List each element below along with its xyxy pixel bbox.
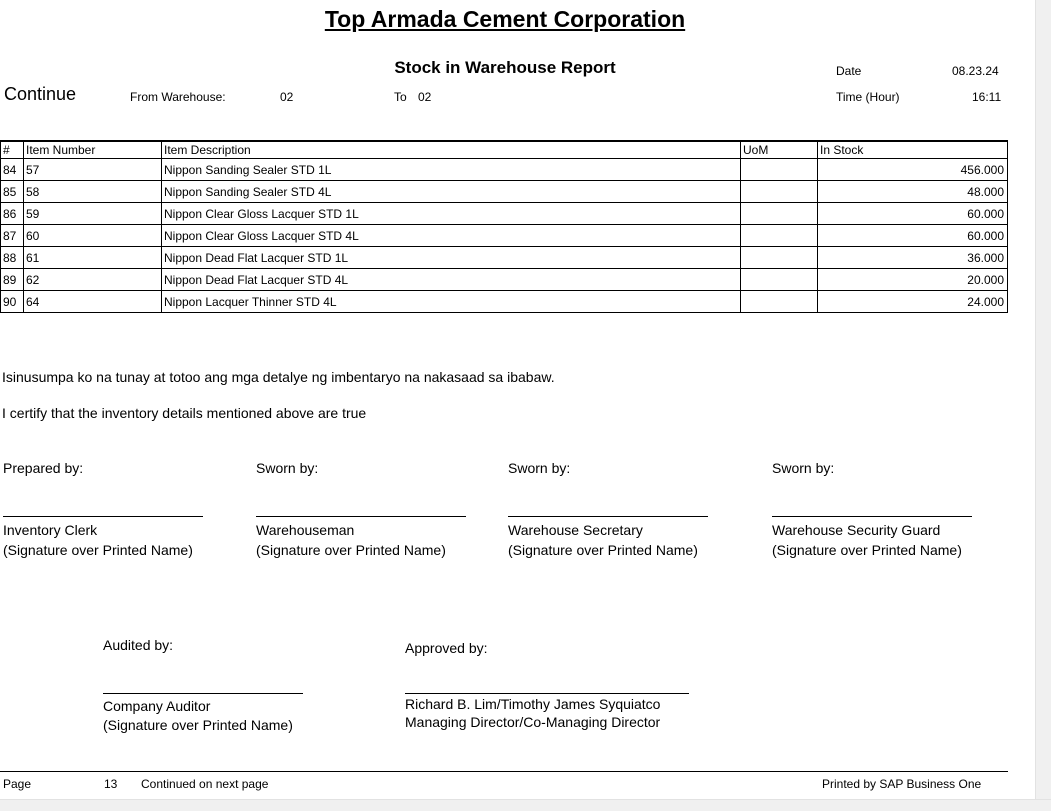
item-uom — [741, 203, 818, 225]
to-warehouse-value: 02 — [418, 90, 432, 104]
in-stock-qty: 36.000 — [818, 247, 1008, 269]
col-header-uom: UoM — [741, 141, 818, 159]
date-value: 08.23.24 — [952, 64, 999, 78]
certification-english: I certify that the inventory details mentioned above are true — [2, 405, 367, 421]
page-number: 13 — [104, 777, 118, 791]
approved-by-label: Approved by: — [405, 640, 488, 656]
row-number: 87 — [1, 225, 24, 247]
item-number: 61 — [24, 247, 162, 269]
sworn-role-3: Warehouse Security Guard — [772, 522, 941, 538]
sworn-note-1: (Signature over Printed Name) — [256, 542, 446, 558]
row-number: 90 — [1, 291, 24, 313]
sworn-signature-line-2 — [508, 516, 708, 517]
certification-tagalog: Isinusumpa ko na tunay at totoo ang mga detalye ng imbentaryo na nakasaad sa ibabaw. — [2, 369, 555, 385]
report-title: Stock in Warehouse Report — [394, 58, 616, 77]
sworn-signature-line-1 — [256, 516, 466, 517]
row-number: 86 — [1, 203, 24, 225]
item-uom — [741, 159, 818, 181]
row-number: 88 — [1, 247, 24, 269]
table-row — [1, 159, 1008, 181]
vertical-scrollbar[interactable] — [1035, 0, 1051, 811]
item-description: Nippon Lacquer Thinner STD 4L — [162, 291, 741, 313]
item-uom — [741, 247, 818, 269]
in-stock-qty: 24.000 — [818, 291, 1008, 313]
item-number: 64 — [24, 291, 162, 313]
item-description: Nippon Dead Flat Lacquer STD 4L — [162, 269, 741, 291]
sworn-by-label-1: Sworn by: — [256, 460, 319, 476]
stock-table — [0, 140, 1008, 313]
table-row — [1, 203, 1008, 225]
sworn-role-1: Warehouseman — [256, 522, 355, 538]
item-uom — [741, 181, 818, 203]
in-stock-qty: 60.000 — [818, 225, 1008, 247]
approved-names: Richard B. Lim/Timothy James Syquiatco — [405, 696, 661, 712]
page-label: Page — [3, 777, 32, 791]
audited-note: (Signature over Printed Name) — [103, 717, 293, 733]
item-number: 62 — [24, 269, 162, 291]
continued-note: Continued on next page — [141, 777, 269, 791]
item-uom — [741, 269, 818, 291]
sworn-by-label-2: Sworn by: — [508, 460, 571, 476]
audited-by-label: Audited by: — [103, 637, 174, 653]
sworn-note-3: (Signature over Printed Name) — [772, 542, 962, 558]
table-header-row — [1, 141, 1008, 159]
in-stock-qty: 60.000 — [818, 203, 1008, 225]
printed-by: Printed by SAP Business One — [822, 777, 982, 791]
prepared-note: (Signature over Printed Name) — [3, 542, 193, 558]
time-label: Time (Hour) — [836, 90, 900, 104]
table-row — [1, 181, 1008, 203]
table-row — [1, 225, 1008, 247]
prepared-signature-line — [3, 516, 203, 517]
prepared-by-label: Prepared by: — [3, 460, 84, 476]
col-header-in-stock: In Stock — [818, 141, 1008, 159]
item-description: Nippon Sanding Sealer STD 1L — [162, 159, 741, 181]
from-warehouse-value: 02 — [280, 90, 294, 104]
item-number: 58 — [24, 181, 162, 203]
sworn-by-label-3: Sworn by: — [772, 460, 835, 476]
table-row — [1, 291, 1008, 313]
sworn-role-2: Warehouse Secretary — [508, 522, 643, 538]
row-number: 84 — [1, 159, 24, 181]
item-description: Nippon Clear Gloss Lacquer STD 1L — [162, 203, 741, 225]
item-number: 60 — [24, 225, 162, 247]
item-number: 59 — [24, 203, 162, 225]
in-stock-qty: 48.000 — [818, 181, 1008, 203]
in-stock-qty: 456.000 — [818, 159, 1008, 181]
col-header-item-description: Item Description — [162, 141, 741, 159]
item-number: 57 — [24, 159, 162, 181]
item-uom — [741, 291, 818, 313]
prepared-role: Inventory Clerk — [3, 522, 98, 538]
date-label: Date — [836, 64, 862, 78]
col-header-item-number: Item Number — [24, 141, 162, 159]
approved-signature-line — [405, 693, 689, 694]
continue-label: Continue — [4, 84, 77, 104]
audited-role: Company Auditor — [103, 698, 211, 714]
item-description: Nippon Sanding Sealer STD 4L — [162, 181, 741, 203]
company-name: Top Armada Cement Corporation — [324, 6, 686, 32]
to-label: To — [394, 90, 407, 104]
audited-signature-line — [103, 693, 303, 694]
item-description: Nippon Dead Flat Lacquer STD 1L — [162, 247, 741, 269]
time-value: 16:11 — [972, 90, 1002, 104]
table-row — [1, 269, 1008, 291]
from-warehouse-label: From Warehouse: — [130, 90, 226, 104]
horizontal-scrollbar[interactable] — [0, 799, 1051, 811]
row-number: 85 — [1, 181, 24, 203]
table-row — [1, 247, 1008, 269]
approved-titles: Managing Director/Co-Managing Director — [405, 714, 661, 730]
row-number: 89 — [1, 269, 24, 291]
item-uom — [741, 225, 818, 247]
in-stock-qty: 20.000 — [818, 269, 1008, 291]
footer-divider — [0, 771, 1008, 772]
sworn-signature-line-3 — [772, 516, 972, 517]
col-header-number: # — [1, 141, 24, 159]
item-description: Nippon Clear Gloss Lacquer STD 4L — [162, 225, 741, 247]
sworn-note-2: (Signature over Printed Name) — [508, 542, 698, 558]
